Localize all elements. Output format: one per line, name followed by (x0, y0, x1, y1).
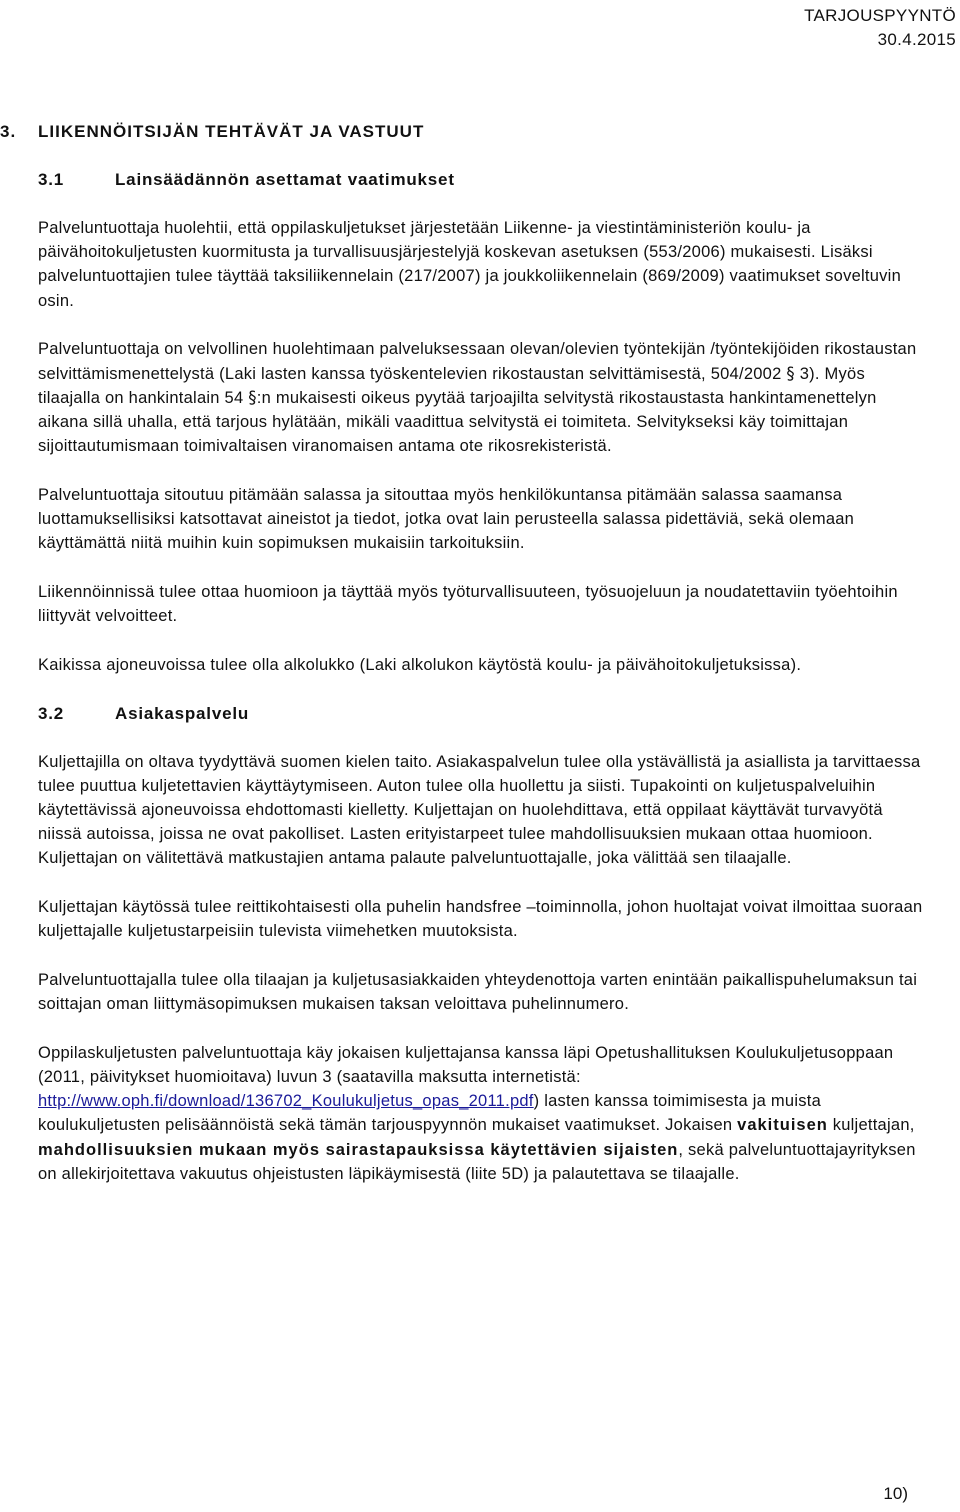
section-heading-3 (0, 120, 928, 144)
section-heading-3-2 (38, 702, 928, 726)
text-run: Palveluntuottaja on velvollinen huolehtimaan palveluksessaan olevan/olevien työntekijän /työntekijöiden rikostaustan selvittämismenettelystä (Laki lasten kanssa työskentelevien rikostaustan selvittämisestä, 504/2002 (38, 340, 917, 383)
text-run: :n mukaisesti oikeus pyytää tarjoajilta selvitystä rikostaustasta hankintamenettelyn aikana sillä uhalla, että tarjous hylätään, mikäli vaadittua selvitystä ei toimiteta. Selvitykseksi käy toimittajan sijoittautumismaan toimivaltaisen viranomaisen antama ote rikosrekisteristä. (38, 388, 877, 456)
page-footer (883, 1482, 908, 1506)
text-run: 3). Myös tilaajalla on hankintalain 54 (38, 364, 865, 407)
paragraph-work-safety: Liikennöinnissä tulee ottaa huomioon ja täyttää myös työturvallisuuteen, työsuojeluun ja noudatettaviin työehtoihin liittyvät velvoitteet. (38, 582, 898, 626)
text-run: Oppilaskuljetusten palveluntuottaja käy jokaisen kuljettajansa kanssa läpi Opetushallituksen Koulukuljetusoppaan (2011, päivitykset huomioitava) luvun 3 (saatavilla maksutta internetistä: (38, 1043, 894, 1087)
page-number-suffix: ) (902, 1484, 908, 1503)
text-run: ) lasten kanssa toimimisesta ja muista koulukuljetusten pelisäännöistä sekä tämän tarjouspyynnön mukaiset vaatimukset. Jokaisen (38, 1092, 821, 1135)
paragraph-alcohol-lock: Kaikissa ajoneuvoissa tulee olla alkolukko (Laki alkolukon käytöstä koulu- ja päivähoitokuljetuksissa). (38, 655, 802, 674)
paragraph-transport-guide (38, 1041, 928, 1186)
paragraph-confidentiality: Palveluntuottaja sitoutuu pitämään salassa ja sitouttaa myös henkilökuntansa pitämään salassa saamansa luottamuksellisiksi katsottavat aineistot ja tiedot, jotka ovat lain perusteella salassa pidettäviä, sekä olemaan käyttämättä niitä muihin kuin sopimuksen mukaisiin tarkoituksiin. (38, 485, 855, 553)
document-date: 30.4.2015 (877, 30, 956, 49)
section-sign: § (248, 387, 257, 407)
subsection-number: 3.2 (38, 703, 65, 723)
page-header (804, 4, 956, 52)
subsection-title: Lainsäädännön asettamat vaatimukset (115, 170, 455, 189)
paragraph-handsfree-phone: Kuljettajan käytössä tulee reittikohtaisesti olla puhelin handsfree –toiminnolla, johon huoltajat voivat ilmoittaa suoraan kuljettajalle kuljetustarpeisiin tulevista viimehetken muutoksista. (38, 898, 923, 941)
paragraph-legislation: Palveluntuottaja huolehtii, että oppilaskuljetukset järjestetään Liikenne- ja viestintäministeriön koulu- ja päivähoitokuljetusten kuormitusta ja turvallisuusjärjestelyjä koskevan asetuksen (553/2006) mukaisesti. Lisäksi palveluntuottajien tulee täyttää taksiliikennelain (217/2007) ja joukkoliikennelain (869/2009) vaatimukset soveltuvin osin. (38, 219, 902, 310)
paragraph-criminal-records (38, 337, 928, 458)
guide-link[interactable]: http://www.oph.fi/download/136702_Koulukuljetus_opas_2011.pdf (38, 1092, 534, 1111)
bold-text: mahdollisuuksien mukaan myös sairastapauksissa käytettävien sijaisten (38, 1140, 679, 1159)
subsection-number: 3.1 (38, 170, 65, 189)
text-run: , sekä palveluntuottajayrityksen on allekirjoitettava vakuutus ohjeistusten läpikäymisestä (liite 5D) ja palautettava se tilaajalle. (38, 1140, 916, 1183)
paragraph-contact-number: Palveluntuottajalla tulee olla tilaajan ja kuljetusasiakkaiden yhteydenottoja varten enintään paikallispuhelumaksun tai soittajan oman liittymäsopimuksen mukaisen taksan veloittava puhelinnumero. (38, 970, 918, 1014)
section-title: LIIKENNÖITSIJÄN TEHTÄVÄT JA VASTUUT (38, 122, 425, 141)
subsection-title: Asiakaspalvelu (115, 703, 250, 723)
section-heading-3-1 (38, 168, 928, 192)
text-run: kuljettajan, (827, 1116, 915, 1135)
document-type: TARJOUSPYYNTÖ (804, 6, 956, 25)
section-sign: § (786, 363, 795, 383)
section-number: 3. (0, 122, 17, 141)
bold-text: vakituisen (737, 1116, 828, 1135)
page-number: 10 (883, 1484, 903, 1503)
paragraph-driver-requirements: Kuljettajilla on oltava tyydyttävä suomen kielen taito. Asiakaspalvelun tulee olla ystävällistä ja asiallista ja tarvittaessa tulee puuttua kuljetettavien käyttäytymiseen. Auton tulee olla huollettu ja siisti. Tupakointi on kuljetuspalveluihin käytettävissä ajoneuvoissa ehdottomasti kielletty. Kuljettajan on huolehdittava, että oppilaat käyttävät turvavyötä niissä autoissa, joissa ne ovat pakolliset. Lasten erityistarpeet tulee mahdollisuuksien mukaan ottaa huomioon. Kuljettajan on välitettävä matkustajien antama palaute palveluntuottajalle, joka välittää sen tilaajalle. (38, 752, 921, 868)
document-body (0, 120, 928, 1211)
